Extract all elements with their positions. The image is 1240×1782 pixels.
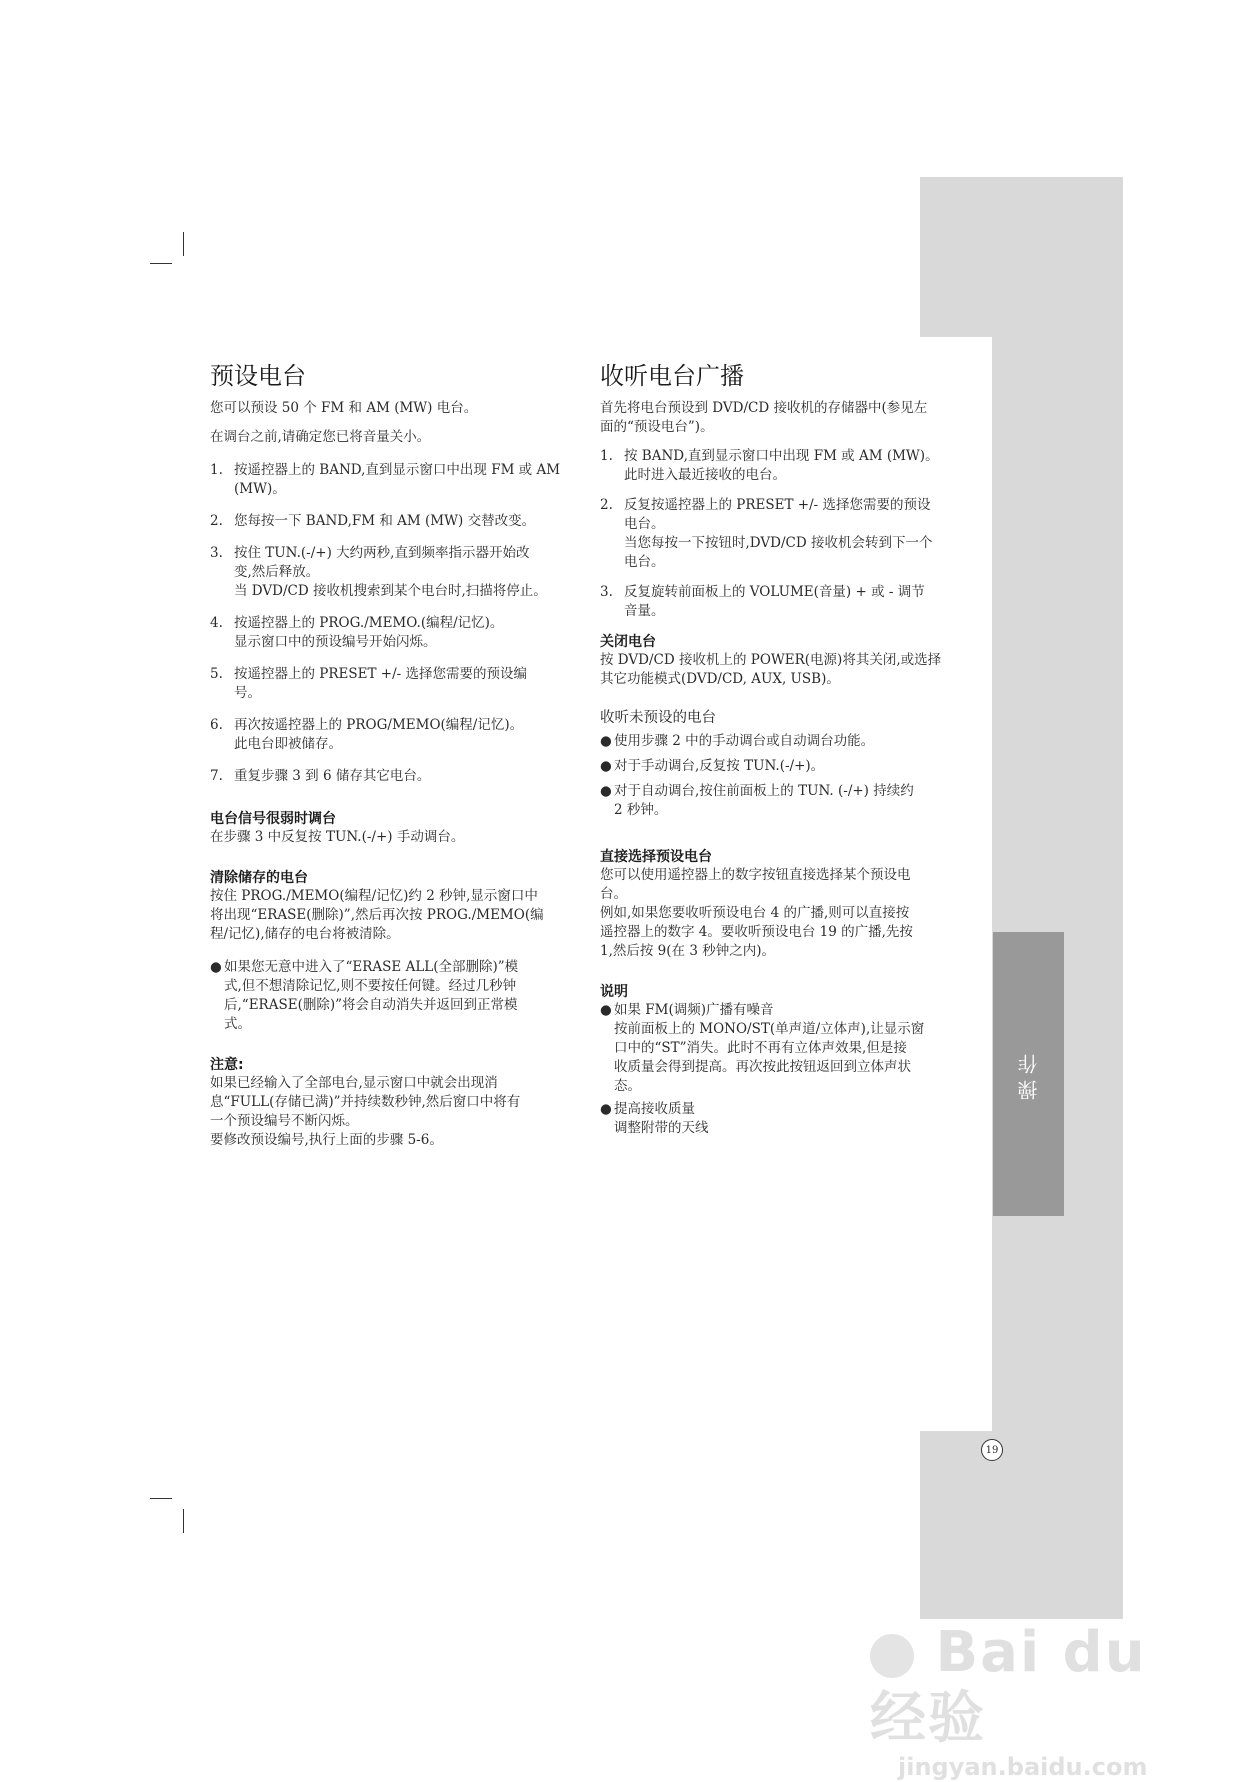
step-item (210, 544, 580, 601)
power-off-title: 关闭电台 (600, 634, 656, 650)
step-line: 变,然后释放。 (234, 564, 320, 580)
note-line: 要修改预设编号,执行上面的步骤 5-6。 (210, 1132, 443, 1148)
step-number: 5. (210, 666, 223, 682)
weak-signal-text: 在步骤 3 中反复按 TUN.(-/+) 手动调台。 (210, 829, 465, 845)
step-line: 电台。 (624, 516, 665, 532)
section-tab (993, 932, 1064, 1216)
step-item (210, 512, 580, 531)
left-column (210, 356, 580, 1150)
step-line: 重复步骤 3 到 6 储存其它电台。 (234, 768, 431, 784)
bullet-line: 提高接收质量 (614, 1101, 695, 1117)
bullet-line: 如果 FM(调频)广播有噪音 (614, 1002, 774, 1018)
step-line: 电台。 (624, 554, 665, 570)
clear-line: 程/记忆),储存的电台将被清除。 (210, 926, 400, 942)
step-line: 按遥控器上的 PROG./MEMO.(编程/记忆)。 (234, 615, 504, 631)
step-item (210, 665, 580, 703)
bullet-line: 如果您无意中进入了“ERASE ALL(全部删除)”模 (224, 959, 519, 975)
paw-logo-icon (870, 1634, 914, 1678)
crop-mark-bottom-vertical (183, 1509, 184, 1533)
power-off-text (600, 651, 970, 689)
list-item (600, 1100, 970, 1138)
list-item (600, 782, 970, 820)
note-line: 一个预设编号不断闪烁。 (210, 1113, 359, 1129)
step-line: 号。 (234, 685, 261, 701)
step-line: 按遥控器上的 PRESET +/- 选择您需要的预设编 (234, 666, 528, 682)
listen-steps (600, 447, 970, 621)
step-number: 1. (210, 462, 223, 478)
clear-line: 将出现“ERASE(删除)”,然后再次按 PROG./MEMO(编 (210, 907, 544, 923)
side-panel-middle (992, 336, 1123, 1432)
bullet-line: 按前面板上的 MONO/ST(单声道/立体声),让显示窗 (614, 1021, 925, 1037)
step-item (210, 614, 580, 652)
clear-stations-text (210, 887, 580, 944)
direct-line: 您可以使用遥控器上的数字按钮直接选择某个预设电 (600, 867, 911, 883)
side-panel-top (920, 177, 1123, 337)
note-title: 注意: (210, 1057, 244, 1073)
step-line: 此时进入最近接收的电台。 (624, 467, 786, 483)
step-number: 7. (210, 768, 223, 784)
bullet-line: 对于自动调台,按住前面板上的 TUN. (-/+) 持续约 (614, 783, 914, 799)
bullet-icon: ● (210, 959, 222, 975)
bullet-icon: ● (600, 783, 612, 799)
direct-line: 例如,如果您要收听预设电台 4 的广播,则可以直接按 (600, 905, 910, 921)
description-bullet-list (600, 1001, 970, 1138)
step-line: (MW)。 (234, 481, 286, 497)
step-item (210, 716, 580, 754)
preset-title: 预设电台 (210, 362, 306, 390)
step-line: 音量。 (624, 603, 665, 619)
bullet-icon: ● (600, 733, 612, 749)
bullet-line: 使用步骤 2 中的手动调台或自动调台功能。 (614, 733, 875, 749)
note-text (210, 1074, 580, 1150)
step-line: 按遥控器上的 BAND,直到显示窗口中出现 FM 或 AM (234, 462, 561, 478)
bullet-line: 口中的“ST”消失。此时不再有立体声效果,但是接 (614, 1040, 907, 1056)
clear-stations-title: 清除储存的电台 (210, 870, 308, 886)
preset-intro: 您可以预设 50 个 FM 和 AM (MW) 电台。 (210, 400, 478, 416)
clear-line: 按住 PROG./MEMO(编程/记忆)约 2 秒钟,显示窗口中 (210, 888, 538, 904)
preset-intro-2: 在调台之前,请确定您已将音量关小。 (210, 429, 431, 445)
step-item (210, 767, 580, 786)
step-number: 6. (210, 717, 223, 733)
step-line: 此电台即被储存。 (234, 736, 342, 752)
step-number: 2. (600, 497, 613, 513)
weak-signal-title: 电台信号很弱时调台 (210, 811, 336, 827)
bullet-line: 式。 (224, 1016, 251, 1032)
direct-line: 台。 (600, 886, 627, 902)
step-item (600, 583, 970, 621)
crop-mark-top-horizontal (150, 263, 172, 264)
step-number: 4. (210, 615, 223, 631)
direct-select-title: 直接选择预设电台 (600, 849, 712, 865)
list-item (600, 757, 970, 776)
step-line: 当您每按一下按钮时,DVD/CD 接收机会转到下一个 (624, 535, 933, 551)
list-item (600, 732, 970, 751)
preset-steps (210, 461, 580, 786)
section-tab-label: 操作 (1017, 1048, 1041, 1100)
off-line: 按 DVD/CD 接收机上的 POWER(电源)将其关闭,或选择 (600, 652, 942, 668)
bullet-line: 后,“ERASE(删除)”将会自动消失并返回到正常模 (224, 997, 518, 1013)
step-line: 按住 TUN.(-/+) 大约两秒,直到频率指示器开始改 (234, 545, 530, 561)
bullet-line: 2 秒钟。 (614, 802, 668, 818)
step-line: 显示窗口中的预设编号开始闪烁。 (234, 634, 437, 650)
step-number: 3. (600, 584, 613, 600)
right-column (600, 356, 970, 1138)
unpreset-title: 收听未预设的电台 (600, 710, 716, 726)
crop-mark-bottom-horizontal (150, 1498, 172, 1499)
baidu-watermark (870, 1620, 1200, 1781)
note-line: 如果已经输入了全部电台,显示窗口中就会出现消 (210, 1075, 498, 1091)
step-line: 当 DVD/CD 接收机搜索到某个电台时,扫描将停止。 (234, 583, 547, 599)
page-number: 19 (981, 1439, 1003, 1461)
watermark-url: jingyan.baidu.com (898, 1753, 1148, 1781)
step-line: 反复旋转前面板上的 VOLUME(音量) + 或 - 调节 (624, 584, 925, 600)
step-line: 按 BAND,直到显示窗口中出现 FM 或 AM (MW)。 (624, 448, 939, 464)
direct-line: 1,然后按 9(在 3 秒钟之内)。 (600, 943, 775, 959)
off-line: 其它功能模式(DVD/CD, AUX, USB)。 (600, 671, 840, 687)
bullet-icon: ● (600, 1002, 612, 1018)
crop-mark-top-vertical (183, 232, 184, 256)
bullet-line: 调整附带的天线 (614, 1120, 709, 1136)
list-item (600, 1001, 970, 1096)
step-number: 3. (210, 545, 223, 561)
step-number: 2. (210, 513, 223, 529)
description-title: 说明 (600, 984, 628, 1000)
bullet-line: 态。 (614, 1078, 641, 1094)
listen-intro (600, 399, 970, 437)
direct-line: 遥控器上的数字 4。要收听预设电台 19 的广播,先按 (600, 924, 913, 940)
bullet-icon: ● (600, 758, 612, 774)
bullet-line: 式,但不想清除记忆,则不要按任何键。经过几秒钟 (224, 978, 517, 994)
list-item (210, 958, 580, 1034)
side-panel-bottom (920, 1431, 1123, 1619)
step-line: 您每按一下 BAND,FM 和 AM (MW) 交替改变。 (234, 513, 536, 529)
intro-line: 首先将电台预设到 DVD/CD 接收机的存储器中(参见左 (600, 400, 928, 416)
clear-bullet-list (210, 958, 580, 1034)
watermark-brand (870, 1620, 1200, 1752)
step-item (600, 496, 970, 572)
intro-line: 面的“预设电台”)。 (600, 419, 714, 435)
bullet-line: 收质量会得到提高。再次按此按钮返回到立体声状 (614, 1059, 911, 1075)
step-line: 反复按遥控器上的 PRESET +/- 选择您需要的预设 (624, 497, 931, 513)
step-number: 1. (600, 448, 613, 464)
unpreset-bullet-list (600, 732, 970, 820)
bullet-line: 对于手动调台,反复按 TUN.(-/+)。 (614, 758, 825, 774)
note-line: 息“FULL(存储已满)”并持续数秒钟,然后窗口中将有 (210, 1094, 521, 1110)
bullet-icon: ● (600, 1101, 612, 1117)
direct-select-text (600, 866, 970, 961)
step-item (210, 461, 580, 499)
watermark-brand-text: Bai du 经验 (870, 1620, 1147, 1751)
listen-title: 收听电台广播 (600, 362, 744, 390)
step-item (600, 447, 970, 485)
step-line: 再次按遥控器上的 PROG/MEMO(编程/记忆)。 (234, 717, 524, 733)
